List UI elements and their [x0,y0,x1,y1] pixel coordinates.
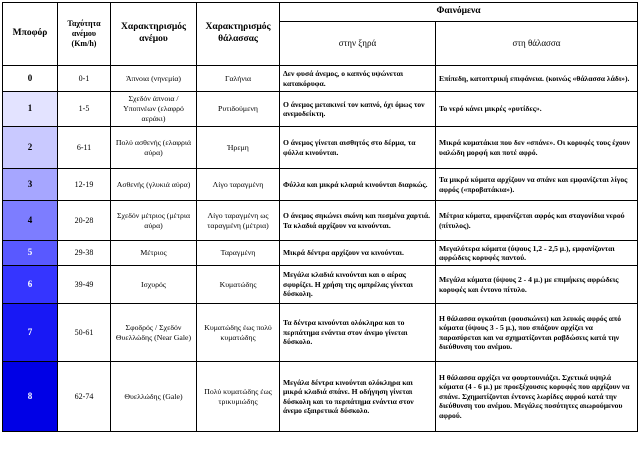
beaufort-number: 2 [3,127,58,169]
seaphen-cell: Η θάλασσα αρχίζει να φουρτουνιάζει. Σχετικά υψηλά κύματα (4 - 6 μ.) με προεξέχουσες κορυφές που αρχίζουν να σπάνε. Σχηματίζονται έντονες λωρίδες αφρού κατά την διεύθυνση του ανέμου. Μεγάλες ποσότητες αιωρούμενου αφρού. [436,362,638,432]
speed-cell: 62-74 [58,362,111,432]
speed-cell: 50-61 [58,304,111,362]
sea-cell: Λίγο ταραγμένη [197,169,280,201]
land-cell: Ο άνεμος σηκώνει σκόνη και πεσμένα χαρτιά. Τα κλαδιά αρχίζουν να κινούνται. [280,201,436,241]
beaufort-number: 1 [3,92,58,127]
speed-cell: 20-28 [58,201,111,241]
wind-cell: Ισχυρός [111,266,197,304]
header-seaphen: στη θάλασσα [436,21,638,65]
sea-cell: Λίγο ταραγμένη ως ταραγμένη (μέτρια) [197,201,280,241]
land-cell: Μεγάλα κλαδιά κινούνται και ο αέρας σφυρίζει. Η χρήση της ομπρέλας γίνεται δύσκολη. [280,266,436,304]
header-wind: Χαρακτηρισμός ανέμου [111,3,197,66]
speed-cell: 1-5 [58,92,111,127]
land-cell: Φύλλα και μικρά κλαριά κινούνται διαρκώς. [280,169,436,201]
seaphen-cell: Μέτρια κύματα, εμφανίζεται αφρός και σταγονίδια νερού (πίτυλος). [436,201,638,241]
beaufort-number: 0 [3,66,58,92]
sea-cell: Ταραγμένη [197,241,280,266]
sea-cell: Ήρεμη [197,127,280,169]
speed-cell: 0-1 [58,66,111,92]
table-row [3,127,638,169]
wind-cell: Πολύ ασθενής (ελαφριά αύρα) [111,127,197,169]
beaufort-table [2,2,638,432]
table-row [3,92,638,127]
seaphen-cell: Τα μικρά κύματα αρχίζουν να σπάνε και εμφανίζεται λίγος αφρός («προβατάκια»). [436,169,638,201]
sea-cell: Γαλήνια [197,66,280,92]
land-cell: Δεν φυσά άνεμος, ο καπνός υψώνεται κατακόρυφα. [280,66,436,92]
header-beaufort: Μποφόρ [3,3,58,66]
table-row [3,169,638,201]
table-row [3,362,638,432]
wind-cell: Ασθενής (γλυκιά αύρα) [111,169,197,201]
speed-cell: 6-11 [58,127,111,169]
table-row [3,266,638,304]
land-cell: Μικρά δέντρα αρχίζουν να κινούνται. [280,241,436,266]
beaufort-number: 5 [3,241,58,266]
header-speed: Ταχύτητα ανέμου (Km/h) [58,3,111,66]
beaufort-number: 3 [3,169,58,201]
header-phenomena: Φαινόμενα [280,3,638,22]
seaphen-cell: Επίπεδη, κατοπτρική επιφάνεια. (κοινώς «θάλασσα λάδι»). [436,66,638,92]
land-cell: Τα δέντρα κινούνται ολόκληρα και το περπάτημα ενάντια στον άνεμο γίνεται δύσκολο. [280,304,436,362]
sea-cell: Κυματώδης [197,266,280,304]
land-cell: Ο άνεμος μετακινεί τον καπνό, όχι όμως τον ανεμοδείκτη. [280,92,436,127]
beaufort-number: 4 [3,201,58,241]
table-row [3,241,638,266]
wind-cell: Άπνοια (νηνεμία) [111,66,197,92]
speed-cell: 12-19 [58,169,111,201]
table-row [3,66,638,92]
sea-cell: Ρυτιδούμενη [197,92,280,127]
land-cell: Ο άνεμος γίνεται αισθητός στο δέρμα, τα φύλλα κινούνται. [280,127,436,169]
seaphen-cell: Μικρά κυματάκια που δεν «σπάνε». Οι κορυφές τους έχουν υαλώδη μορφή και ποτέ αφρό. [436,127,638,169]
seaphen-cell: Μεγάλα κύματα (ύψους 2 - 4 μ.) με επιμήκεις αφρώδεις κορυφές και έντονο πίτυλο. [436,266,638,304]
wind-cell: Θυελλώδης (Gale) [111,362,197,432]
table-body [3,66,638,432]
seaphen-cell: Η θάλασσα ογκούται (φουσκώνει) και λευκός αφρός από κύματα (ύψους 3 - 5 μ.), που σπάζουν αρχίζει να παρασύρεται και να σχηματίζονται ραβδώσεις κατά την διεύθυνση του ανέμου. [436,304,638,362]
sea-cell: Κυματώδης έως πολύ κυματώδης [197,304,280,362]
land-cell: Μεγάλα δέντρα κινούνται ολόκληρα και μικρά κλαδιά σπάνε. Η οδήγηση γίνεται δύσκολη και το περπάτημα ενάντια στον άνεμο εξαιρετικά δύσκολο. [280,362,436,432]
speed-cell: 29-38 [58,241,111,266]
table-row [3,201,638,241]
table-row [3,304,638,362]
wind-cell: Μέτριος [111,241,197,266]
seaphen-cell: Το νερό κάνει μικρές «ρυτίδες». [436,92,638,127]
seaphen-cell: Μεγαλύτερα κύματα (ύψους 1,2 - 2,5 μ.), εμφανίζονται αφρώδεις κορυφές παντού. [436,241,638,266]
header-land: στην ξηρά [280,21,436,65]
beaufort-number: 8 [3,362,58,432]
beaufort-number: 7 [3,304,58,362]
wind-cell: Σφοδρός / Σχεδόν Θυελλώδης (Near Gale) [111,304,197,362]
sea-cell: Πολύ κυματώδης έως τρικυμιώδης [197,362,280,432]
speed-cell: 39-49 [58,266,111,304]
header-sea: Χαρακτηρισμός θάλασσας [197,3,280,66]
beaufort-number: 6 [3,266,58,304]
wind-cell: Σχεδόν άπνοια / Υποπνέων (ελαφρό αεράκι) [111,92,197,127]
wind-cell: Σχεδόν μέτριος (μέτρια αύρα) [111,201,197,241]
